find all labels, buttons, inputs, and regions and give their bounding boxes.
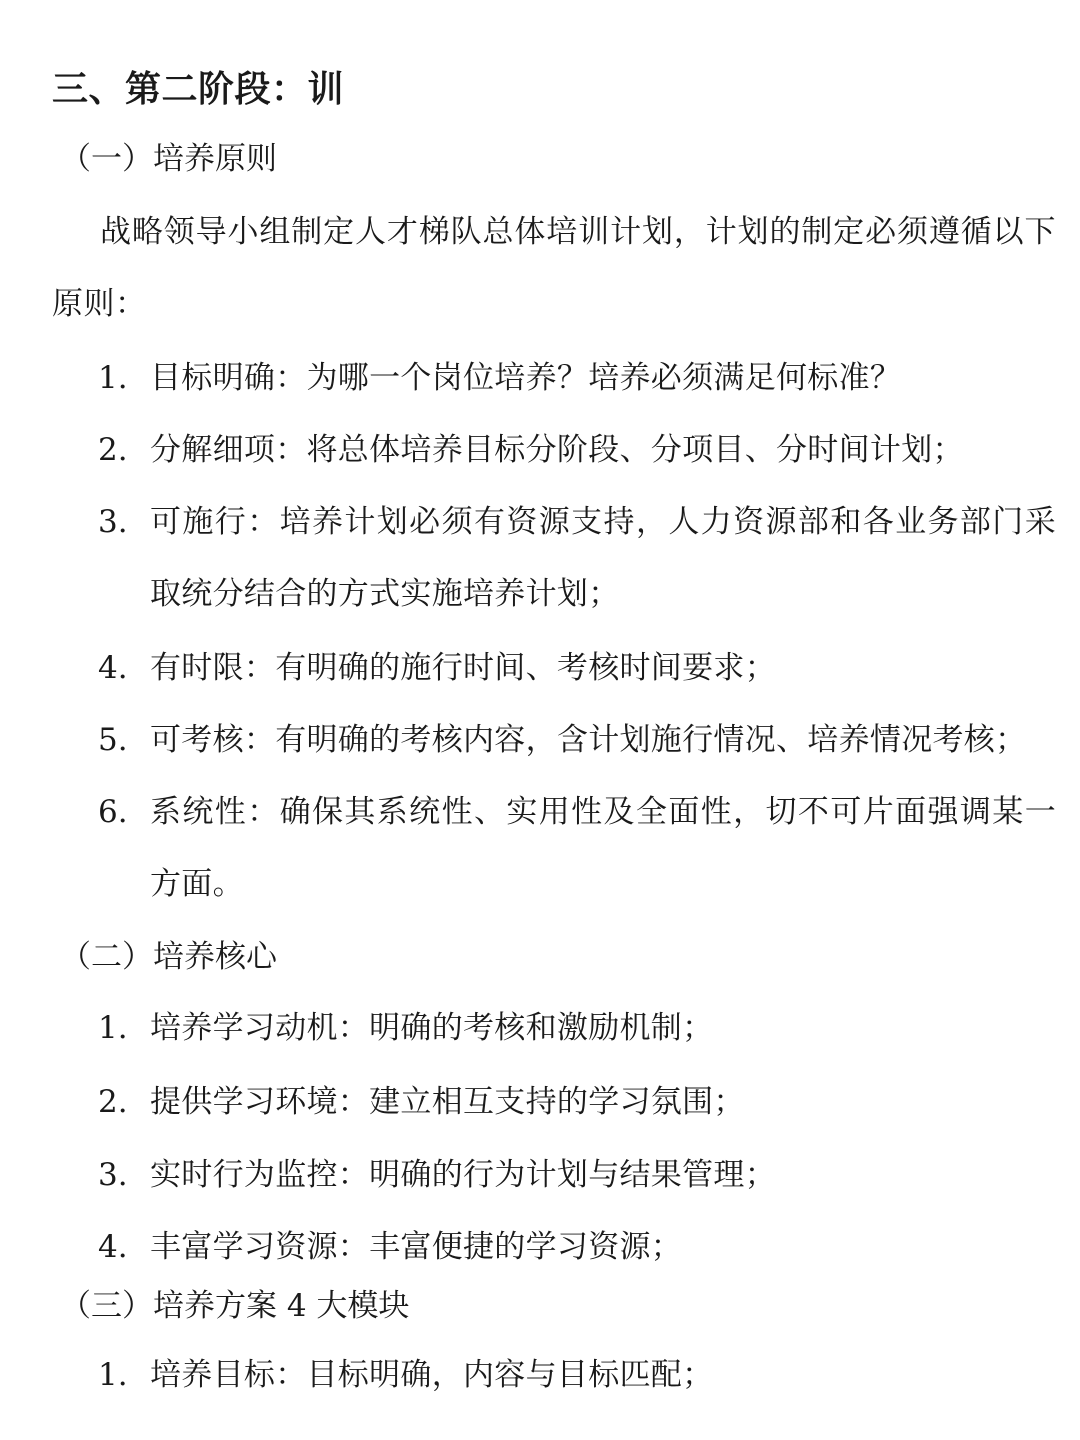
list-item-text: 目标明确：为哪一个岗位培养？培养必须满足何标准？ — [150, 360, 902, 396]
list-item-text: 丰富学习资源：丰富便捷的学习资源； — [150, 1229, 683, 1265]
list-item-text: 提供学习环境：建立相互支持的学习氛围； — [150, 1084, 745, 1120]
list-item-number: 4. — [98, 650, 128, 686]
list-item-number: 6. — [98, 794, 128, 830]
list-item-number: 5. — [98, 722, 128, 758]
list-item-number: 2. — [98, 432, 128, 468]
list-item — [98, 1066, 1058, 1138]
list-item-text: 可施行：培养计划必须有资源支持，人力资源部和各业务部门采取统分结合的方式实施培养计划； — [150, 504, 1056, 612]
list-item-text: 系统性：确保其系统性、实用性及全面性，切不可片面强调某一方面。 — [150, 794, 1056, 902]
intro-paragraph: 战略领导小组制定人才梯队总体培训计划，计划的制定必须遵循以下原则： — [52, 214, 1056, 322]
list-item-text: 培养目标：目标明确，内容与目标匹配； — [150, 1357, 714, 1393]
list-item — [98, 776, 1058, 920]
list-item-text: 培养学习动机：明确的考核和激励机制； — [150, 1010, 714, 1046]
list-item-text: 有时限：有明确的施行时间、考核时间要求； — [150, 650, 776, 686]
list-item — [98, 1139, 1058, 1211]
list-item — [98, 486, 1058, 630]
list-item-number: 1. — [98, 1357, 128, 1393]
list-item — [98, 992, 1058, 1064]
list-item — [98, 414, 1058, 486]
list-item — [98, 342, 1058, 414]
list-item-text: 分解细项：将总体培养目标分阶段、分项目、分时间计划； — [150, 432, 964, 468]
list-item-text: 可考核：有明确的考核内容，含计划施行情况、培养情况考核； — [150, 722, 1027, 758]
list-item-number: 4. — [98, 1229, 128, 1265]
list-item-number: 1. — [98, 360, 128, 396]
list-item-text: 实时行为监控：明确的行为计划与结果管理； — [150, 1157, 776, 1193]
section-title-principles: （一）培养原则 — [60, 141, 277, 177]
list-item — [98, 1339, 1058, 1411]
list-item-number: 1. — [98, 1010, 128, 1046]
list-item-number: 3. — [98, 1157, 128, 1193]
list-item — [98, 704, 1058, 776]
page-title: 三、第二阶段：训 — [52, 69, 345, 110]
list-item — [98, 632, 1058, 704]
section-title-modules: （三）培养方案 4 大模块 — [60, 1288, 410, 1324]
list-item — [98, 1211, 1058, 1283]
list-item-number: 3. — [98, 504, 128, 540]
section-title-core: （二）培养核心 — [60, 939, 277, 975]
list-item-number: 2. — [98, 1084, 128, 1120]
